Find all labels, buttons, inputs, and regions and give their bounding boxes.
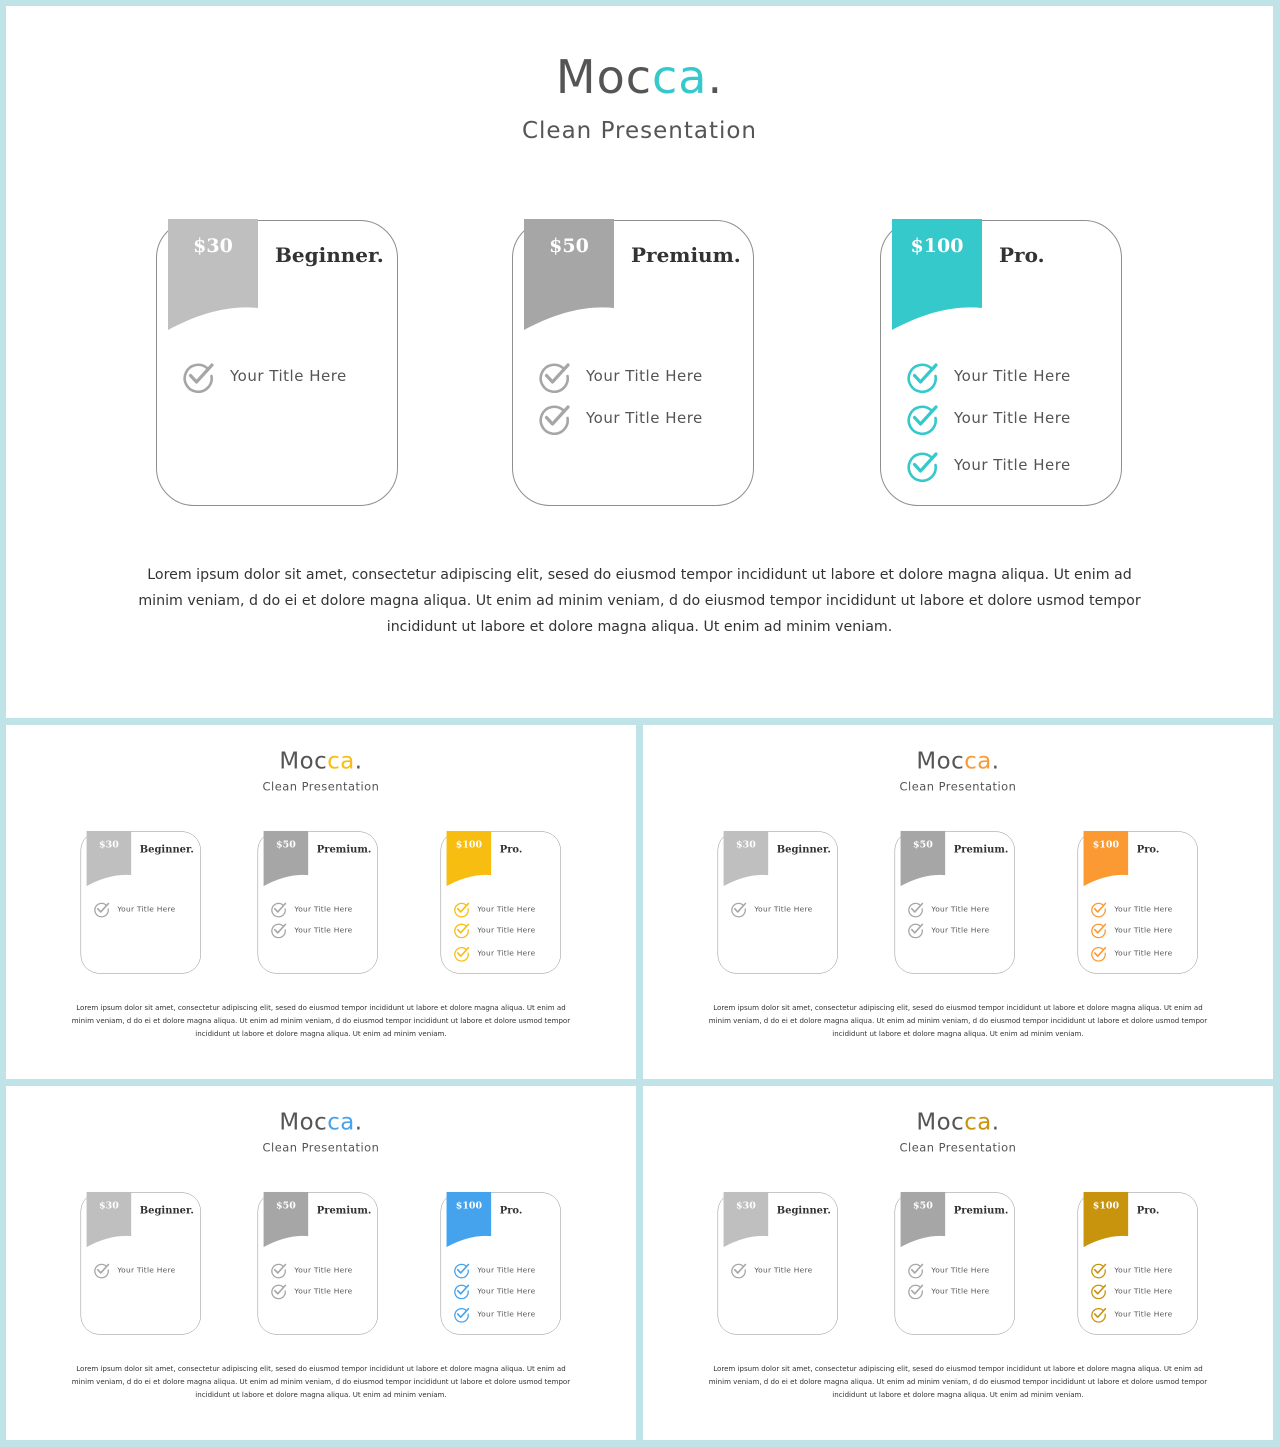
feature-item <box>1090 945 1172 962</box>
check-circle-icon <box>270 901 287 918</box>
pricing-card-premium[interactable] <box>512 220 754 506</box>
price-tag <box>264 831 309 887</box>
body-paragraph: Lorem ipsum dolor sit amet, consectetur adipiscing elit, sesed do eiusmod tempor incididunt ut labore et dolore magna aliqua. Ut enim ad minim veniam, d do ei et dolore magna aliqua. Ut enim ad minim veniam, d do eiusmod tempor incididunt ut labore et dolore usmod tempor incididunt ut labore et dolore magna aliqua. Ut enim ad minim veniam. <box>138 567 1141 635</box>
feature-item <box>537 359 703 393</box>
price-label: $50 <box>549 235 589 257</box>
brand-title <box>643 747 1273 774</box>
feature-label: Your Title Here <box>931 925 990 935</box>
pricing-card-pro[interactable] <box>1078 831 1198 973</box>
price-tag <box>724 1192 769 1248</box>
plan-name: Beginner. <box>776 1203 831 1216</box>
feature-label: Your Title Here <box>294 1265 353 1275</box>
pricing-card-premium[interactable] <box>895 1192 1015 1334</box>
plan-name: Pro. <box>499 1203 523 1216</box>
pricing-card-beginner[interactable] <box>156 220 398 506</box>
check-circle-icon <box>907 1262 924 1279</box>
price-tag <box>264 1192 309 1248</box>
price-tag <box>892 219 982 331</box>
feature-label: Your Title Here <box>1114 1265 1173 1275</box>
subtitle: Clean Presentation <box>899 1141 1017 1155</box>
feature-item <box>453 901 535 918</box>
slide-thumbnail-4[interactable] <box>643 1086 1273 1440</box>
price-label: $100 <box>1092 838 1120 850</box>
pricing-card-pro[interactable] <box>880 220 1122 506</box>
price-label: $50 <box>276 838 296 850</box>
feature-label: Your Title Here <box>294 1286 353 1296</box>
feature-item <box>270 1262 352 1279</box>
slide-content <box>643 1086 1273 1440</box>
check-circle-icon <box>907 901 924 918</box>
feature-label: Your Title Here <box>586 409 703 427</box>
brand-title-prefix: Moc <box>916 1107 965 1135</box>
feature-label: Your Title Here <box>477 1265 536 1275</box>
brand-title-suffix: . <box>354 1107 363 1135</box>
subtitle: Clean Presentation <box>521 118 758 144</box>
plan-name: Premium. <box>953 842 1009 855</box>
brand-title-prefix: Moc <box>279 746 328 774</box>
price-tag <box>447 831 492 887</box>
brand-title-suffix: . <box>707 50 724 104</box>
brand-title-prefix: Moc <box>555 50 652 104</box>
brand-title-suffix: . <box>991 1107 1000 1135</box>
feature-item <box>907 921 989 938</box>
slide-content <box>6 6 1273 718</box>
price-tag <box>1084 831 1129 887</box>
price-tag <box>724 831 769 887</box>
price-tag <box>168 219 258 331</box>
plan-name: Beginner. <box>139 842 194 855</box>
price-label: $30 <box>736 838 756 850</box>
feature-label: Your Title Here <box>477 948 536 958</box>
price-tag <box>447 1192 492 1248</box>
feature-label: Your Title Here <box>117 904 176 914</box>
price-label: $100 <box>455 1199 483 1211</box>
slide-thumbnail-2[interactable] <box>643 725 1273 1079</box>
plan-name: Beginner. <box>776 842 831 855</box>
check-circle-icon <box>537 401 571 435</box>
feature-item <box>905 448 1071 482</box>
feature-item <box>907 1282 989 1299</box>
check-circle-icon <box>453 1306 470 1323</box>
price-label: $50 <box>913 838 933 850</box>
price-tag <box>524 219 614 331</box>
check-circle-icon <box>1090 1282 1107 1299</box>
brand-title-accent: ca <box>964 746 992 774</box>
price-label: $100 <box>455 838 483 850</box>
price-tag <box>87 1192 132 1248</box>
feature-item <box>270 1282 352 1299</box>
feature-item <box>453 945 535 962</box>
brand-title-prefix: Moc <box>916 746 965 774</box>
plan-name: Beginner. <box>275 243 384 267</box>
feature-item <box>453 921 535 938</box>
check-circle-icon <box>907 1282 924 1299</box>
feature-item <box>537 401 703 435</box>
pricing-card-beginner[interactable] <box>81 831 201 973</box>
price-label: $30 <box>736 1199 756 1211</box>
plan-name: Pro. <box>999 243 1045 267</box>
check-circle-icon <box>93 901 110 918</box>
feature-item <box>270 901 352 918</box>
brand-title-suffix: . <box>354 746 363 774</box>
price-label: $50 <box>913 1199 933 1211</box>
check-circle-icon <box>1090 901 1107 918</box>
price-label: $30 <box>193 235 233 257</box>
feature-item <box>905 401 1071 435</box>
slide-content <box>6 725 636 1079</box>
check-circle-icon <box>453 945 470 962</box>
check-circle-icon <box>1090 1306 1107 1323</box>
check-circle-icon <box>270 921 287 938</box>
body-paragraph: Lorem ipsum dolor sit amet, consectetur adipiscing elit, sesed do eiusmod tempor incididunt ut labore et dolore magna aliqua. Ut enim ad minim veniam, d do ei et dolore magna aliqua. Ut enim ad minim veniam, d do eiusmod tempor incididunt ut labore et dolore usmod tempor incididunt ut labore et dolore magna aliqua. Ut enim ad minim veniam. <box>71 1364 571 1399</box>
subtitle: Clean Presentation <box>899 780 1017 794</box>
feature-label: Your Title Here <box>954 456 1071 474</box>
feature-label: Your Title Here <box>294 925 353 935</box>
feature-item <box>453 1262 535 1279</box>
body-paragraph: Lorem ipsum dolor sit amet, consectetur adipiscing elit, sesed do eiusmod tempor incididunt ut labore et dolore magna aliqua. Ut enim ad minim veniam, d do ei et dolore magna aliqua. Ut enim ad minim veniam, d do eiusmod tempor incididunt ut labore et dolore usmod tempor incididunt ut labore et dolore magna aliqua. Ut enim ad minim veniam. <box>708 1364 1208 1399</box>
plan-name: Premium. <box>953 1203 1009 1216</box>
feature-label: Your Title Here <box>1114 925 1173 935</box>
body-paragraph: Lorem ipsum dolor sit amet, consectetur adipiscing elit, sesed do eiusmod tempor incididunt ut labore et dolore magna aliqua. Ut enim ad minim veniam, d do ei et dolore magna aliqua. Ut enim ad minim veniam, d do eiusmod tempor incididunt ut labore et dolore usmod tempor incididunt ut labore et dolore magna aliqua. Ut enim ad minim veniam. <box>71 1003 571 1038</box>
feature-item <box>93 901 175 918</box>
plan-name: Pro. <box>499 842 523 855</box>
feature-label: Your Title Here <box>294 904 353 914</box>
feature-item <box>1090 1262 1172 1279</box>
feature-item <box>453 1282 535 1299</box>
feature-label: Your Title Here <box>477 904 536 914</box>
check-circle-icon <box>730 1262 747 1279</box>
feature-item <box>907 1262 989 1279</box>
check-circle-icon <box>453 1282 470 1299</box>
feature-label: Your Title Here <box>477 1286 536 1296</box>
feature-label: Your Title Here <box>931 904 990 914</box>
check-circle-icon <box>730 901 747 918</box>
pricing-card-beginner[interactable] <box>718 831 838 973</box>
feature-item <box>1090 901 1172 918</box>
body-paragraph: Lorem ipsum dolor sit amet, consectetur adipiscing elit, sesed do eiusmod tempor incididunt ut labore et dolore magna aliqua. Ut enim ad minim veniam, d do ei et dolore magna aliqua. Ut enim ad minim veniam, d do eiusmod tempor incididunt ut labore et dolore usmod tempor incididunt ut labore et dolore magna aliqua. Ut enim ad minim veniam. <box>708 1003 1208 1038</box>
brand-title-suffix: . <box>991 746 1000 774</box>
feature-label: Your Title Here <box>754 904 813 914</box>
check-circle-icon <box>453 921 470 938</box>
price-label: $30 <box>99 838 119 850</box>
check-circle-icon <box>905 359 939 393</box>
feature-label: Your Title Here <box>586 367 703 385</box>
check-circle-icon <box>907 921 924 938</box>
pricing-card-premium[interactable] <box>895 831 1015 973</box>
price-tag <box>1084 1192 1129 1248</box>
feature-item <box>905 359 1071 393</box>
plan-name: Premium. <box>316 842 372 855</box>
subtitle: Clean Presentation <box>262 780 380 794</box>
feature-label: Your Title Here <box>1114 948 1173 958</box>
feature-item <box>730 1262 812 1279</box>
feature-item <box>270 921 352 938</box>
price-label: $30 <box>99 1199 119 1211</box>
pricing-card-pro[interactable] <box>441 1192 561 1334</box>
price-tag <box>901 831 946 887</box>
feature-item <box>1090 921 1172 938</box>
check-circle-icon <box>270 1262 287 1279</box>
brand-title <box>643 1108 1273 1135</box>
price-label: $100 <box>1092 1199 1120 1211</box>
slide-content <box>6 1086 636 1440</box>
check-circle-icon <box>181 359 215 393</box>
pricing-card-beginner[interactable] <box>718 1192 838 1334</box>
feature-label: Your Title Here <box>1114 904 1173 914</box>
slide-thumbnail-1[interactable] <box>6 725 636 1079</box>
plan-name: Pro. <box>1136 842 1160 855</box>
feature-item <box>453 1306 535 1323</box>
subtitle: Clean Presentation <box>262 1141 380 1155</box>
feature-label: Your Title Here <box>931 1265 990 1275</box>
feature-label: Your Title Here <box>477 1309 536 1319</box>
plan-name: Premium. <box>316 1203 372 1216</box>
brand-title-accent: ca <box>964 1107 992 1135</box>
price-label: $50 <box>276 1199 296 1211</box>
feature-label: Your Title Here <box>1114 1286 1173 1296</box>
check-circle-icon <box>453 901 470 918</box>
feature-label: Your Title Here <box>754 1265 813 1275</box>
plan-name: Beginner. <box>139 1203 194 1216</box>
feature-label: Your Title Here <box>230 367 347 385</box>
feature-label: Your Title Here <box>954 409 1071 427</box>
pricing-card-premium[interactable] <box>258 1192 378 1334</box>
pricing-card-beginner[interactable] <box>81 1192 201 1334</box>
check-circle-icon <box>537 359 571 393</box>
plan-name: Pro. <box>1136 1203 1160 1216</box>
check-circle-icon <box>1090 921 1107 938</box>
feature-item <box>730 901 812 918</box>
feature-item <box>1090 1306 1172 1323</box>
pricing-card-pro[interactable] <box>1078 1192 1198 1334</box>
check-circle-icon <box>453 1262 470 1279</box>
feature-item <box>93 1262 175 1279</box>
feature-label: Your Title Here <box>954 367 1071 385</box>
pricing-card-pro[interactable] <box>441 831 561 973</box>
price-tag <box>87 831 132 887</box>
brand-title-accent: ca <box>327 746 355 774</box>
check-circle-icon <box>270 1282 287 1299</box>
check-circle-icon <box>93 1262 110 1279</box>
feature-label: Your Title Here <box>1114 1309 1173 1319</box>
check-circle-icon <box>905 448 939 482</box>
feature-item <box>181 359 347 393</box>
slide-main[interactable] <box>6 6 1273 718</box>
pricing-card-premium[interactable] <box>258 831 378 973</box>
feature-label: Your Title Here <box>477 925 536 935</box>
brand-title <box>6 747 636 774</box>
brand-title-prefix: Moc <box>279 1107 328 1135</box>
slide-thumbnail-3[interactable] <box>6 1086 636 1440</box>
check-circle-icon <box>1090 1262 1107 1279</box>
brand-title-accent: ca <box>327 1107 355 1135</box>
feature-item <box>907 901 989 918</box>
feature-item <box>1090 1282 1172 1299</box>
slide-content <box>643 725 1273 1079</box>
brand-title <box>6 1108 636 1135</box>
plan-name: Premium. <box>631 243 741 267</box>
check-circle-icon <box>1090 945 1107 962</box>
feature-label: Your Title Here <box>117 1265 176 1275</box>
price-label: $100 <box>910 235 964 257</box>
brand-title <box>6 50 1273 104</box>
check-circle-icon <box>905 401 939 435</box>
feature-label: Your Title Here <box>931 1286 990 1296</box>
brand-title-accent: ca <box>652 50 708 104</box>
price-tag <box>901 1192 946 1248</box>
